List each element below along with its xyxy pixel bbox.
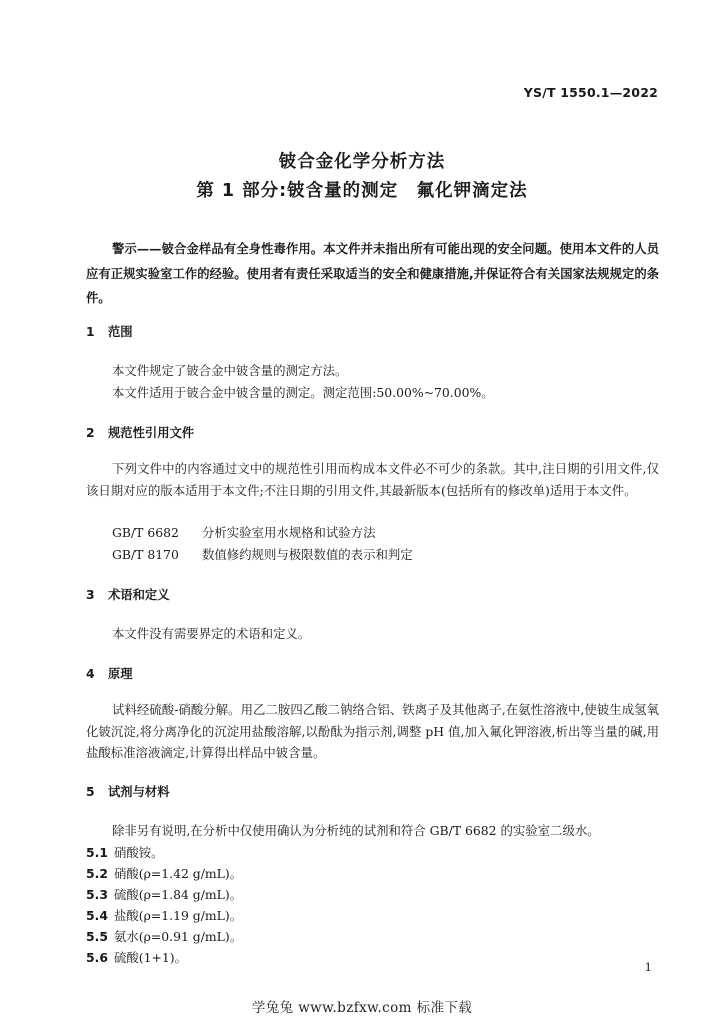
reference-title: 分析实验室用水规格和试验方法: [202, 525, 376, 540]
section-number: 5: [86, 785, 95, 799]
item-text: 硝酸(ρ=1.42 g/mL)。: [114, 866, 243, 881]
reagent-item: [86, 906, 242, 924]
reagent-item: [86, 864, 242, 882]
document-title-line1: 铍合金化学分析方法: [278, 152, 446, 172]
reference-code: GB/T 6682: [112, 525, 179, 540]
section-5-paragraph: 除非另有说明,在分析中仅使用确认为分析纯的试剂和符合 GB/T 6682 的实验室二级水。: [112, 823, 600, 838]
item-text: 硫酸(1+1)。: [114, 950, 187, 965]
normative-reference: [112, 545, 413, 563]
item-text: 氨水(ρ=0.91 g/mL)。: [114, 929, 243, 944]
safety-warning: 警示——铍合金样品有全身性毒作用。本文件并未指出所有可能出现的安全问题。使用本文件的人员应有正规实验室工作的经验。使用者有责任采取适当的安全和健康措施,并保证符合有关国家法规规定的条件。: [86, 242, 659, 305]
section-3-paragraph: 本文件没有需要界定的术语和定义。: [112, 626, 311, 641]
item-number: 5.4: [86, 908, 108, 923]
reagent-item: [86, 927, 242, 945]
section-number: 2: [86, 426, 95, 440]
normative-reference: [112, 523, 375, 541]
section-2-heading: [86, 423, 194, 441]
page-number: 1: [644, 960, 652, 974]
item-number: 5.5: [86, 929, 108, 944]
section-title: 规范性引用文件: [108, 426, 195, 440]
section-4-heading: [86, 664, 133, 682]
section-1-paragraph-2: 本文件适用于铍合金中铍含量的测定。测定范围:50.00%~70.00%。: [112, 385, 494, 400]
section-title: 原理: [108, 667, 133, 681]
section-2-paragraph: 下列文件中的内容通过文中的规范性引用而构成本文件必不可少的条款。其中,注日期的引用文件,仅该日期对应的版本适用于本文件;不注日期的引用文件,其最新版本(包括所有的修改单)适用于本文件。: [86, 461, 659, 498]
section-title: 术语和定义: [108, 588, 170, 602]
section-title: 范围: [108, 325, 133, 339]
section-number: 1: [86, 325, 95, 339]
item-text: 盐酸(ρ=1.19 g/mL)。: [114, 908, 243, 923]
reagent-item: [86, 885, 242, 903]
item-text: 硫酸(ρ=1.84 g/mL)。: [114, 887, 243, 902]
section-3-heading: [86, 585, 170, 603]
section-4-paragraph: 试料经硫酸-硝酸分解。用乙二胺四乙酸二钠络合铝、铁离子及其他离子,在氨性溶液中,使铍生成氢氧化铍沉淀,将分离净化的沉淀用盐酸溶解,以酚酞为指示剂,调整 pH 值,加入氟化钾溶液,析出等当量的碱,用盐酸标准溶液滴定,计算得出样品中铍含量。: [86, 702, 659, 760]
item-number: 5.6: [86, 950, 108, 965]
reference-code: GB/T 8170: [112, 547, 179, 562]
item-number: 5.2: [86, 866, 108, 881]
item-text: 硝酸铵。: [114, 845, 164, 860]
section-number: 3: [86, 588, 95, 602]
document-title-line2: 第 1 部分:铍含量的测定 氟化钾滴定法: [196, 181, 528, 201]
section-title: 试剂与材料: [108, 785, 170, 799]
section-number: 4: [86, 667, 95, 681]
reagent-item: [86, 948, 187, 966]
section-1-paragraph-1: 本文件规定了铍合金中铍含量的测定方法。: [112, 363, 348, 378]
watermark-text: 学兔兔 www.bzfxw.com 标准下载: [251, 1000, 473, 1016]
section-5-heading: [86, 782, 170, 800]
standard-code: YS/T 1550.1—2022: [523, 85, 658, 100]
item-number: 5.3: [86, 887, 108, 902]
reference-title: 数值修约规则与极限数值的表示和判定: [202, 547, 413, 562]
reagent-item: [86, 843, 164, 861]
item-number: 5.1: [86, 845, 108, 860]
section-1-heading: [86, 322, 133, 340]
